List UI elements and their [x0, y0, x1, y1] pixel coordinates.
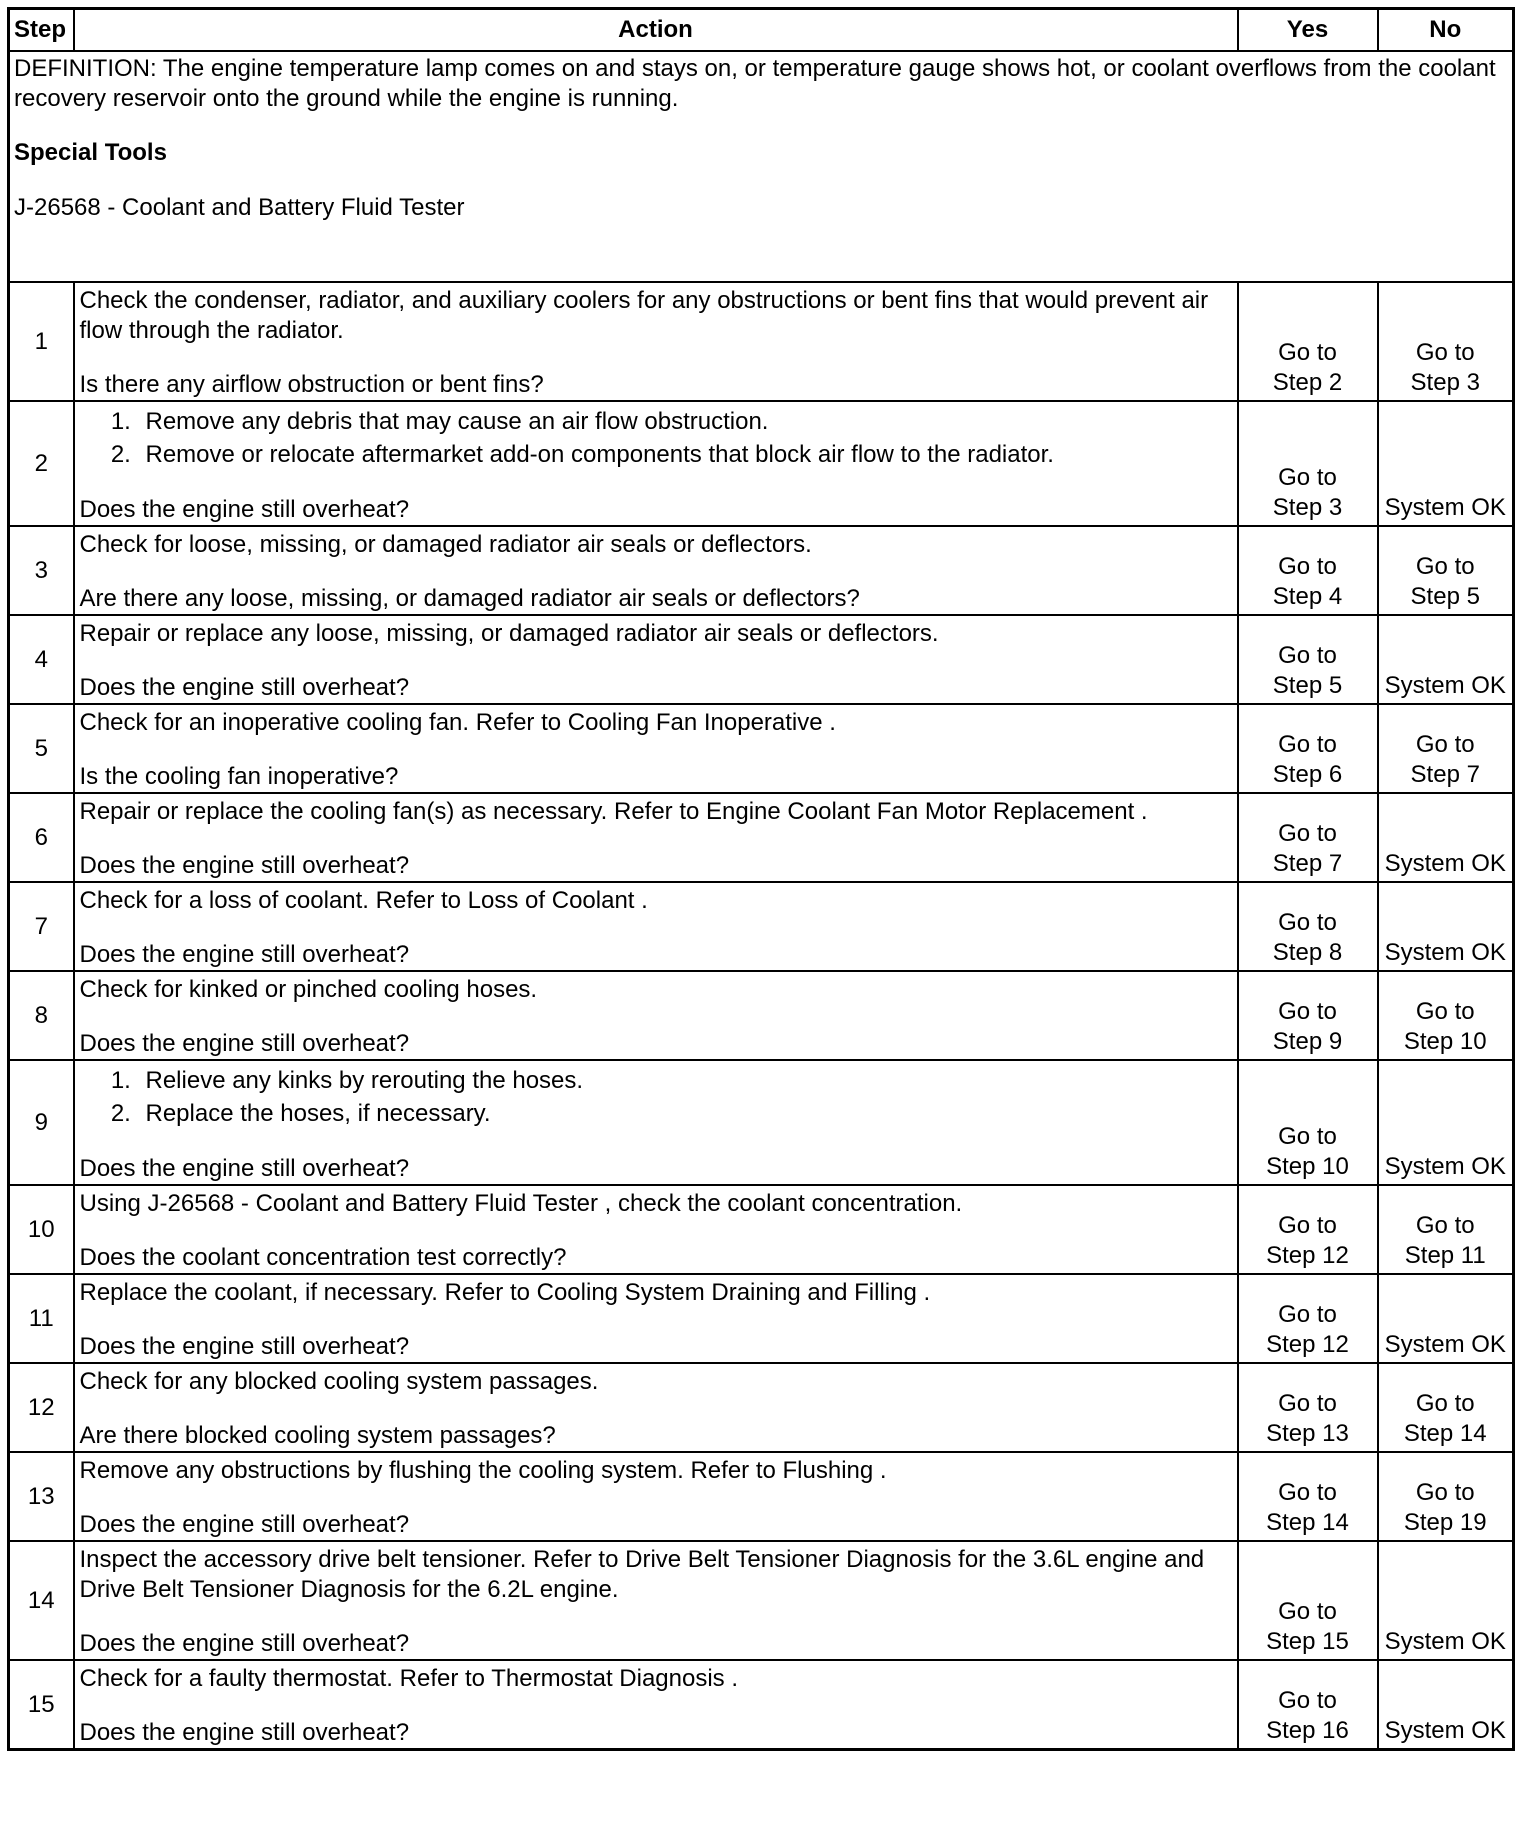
step-yes-result — [1238, 1185, 1378, 1274]
step-action — [74, 1060, 1238, 1185]
diagnostic-table — [7, 7, 1515, 1751]
step-instruction: Check for any blocked cooling system passages. — [79, 1368, 599, 1395]
step-number: 1 — [9, 282, 74, 401]
header-action: Action — [74, 9, 1238, 52]
step-no-result — [1378, 704, 1514, 793]
step-question: Does the engine still overheat? — [79, 1511, 410, 1538]
step-action — [74, 882, 1238, 971]
step-no-line: Step 10 — [1403, 1028, 1487, 1055]
step-instruction-item: 2. Replace the hoses, if necessary. — [138, 1097, 1233, 1130]
step-instruction: Repair or replace the cooling fan(s) as necessary. Refer to Engine Coolant Fan Motor Replacement . — [79, 798, 1148, 825]
step-row — [9, 401, 1514, 526]
step-no-result — [1378, 1452, 1514, 1541]
step-row — [9, 793, 1514, 882]
step-no-line: Go to — [1415, 553, 1475, 580]
step-no-line: System OK — [1384, 494, 1506, 521]
step-question: Are there any loose, missing, or damaged radiator air seals or deflectors? — [79, 585, 860, 612]
step-instruction-list — [80, 1064, 1233, 1130]
diagnostic-document — [7, 7, 1515, 1751]
step-number: 12 — [9, 1363, 74, 1452]
step-no-line: System OK — [1384, 1717, 1506, 1744]
step-yes-result — [1238, 704, 1378, 793]
step-no-line: Step 7 — [1410, 761, 1480, 788]
step-yes-line: Go to — [1278, 464, 1337, 491]
step-yes-line: Go to — [1278, 642, 1337, 669]
step-question: Are there blocked cooling system passages? — [79, 1422, 556, 1449]
step-action — [74, 1541, 1238, 1660]
step-question: Does the engine still overheat? — [79, 1630, 410, 1657]
step-row — [9, 1660, 1514, 1750]
step-instruction-item: 1. Remove any debris that may cause an air flow obstruction. — [138, 405, 1233, 438]
step-yes-result — [1238, 971, 1378, 1060]
step-no-line: Step 19 — [1403, 1509, 1487, 1536]
step-row — [9, 1060, 1514, 1185]
step-no-line: System OK — [1384, 1331, 1506, 1358]
step-yes-line: Step 2 — [1272, 369, 1343, 396]
header-row — [9, 9, 1514, 52]
header-no: No — [1378, 9, 1514, 52]
step-yes-line: Step 16 — [1266, 1717, 1349, 1744]
step-no-line: System OK — [1384, 1153, 1506, 1180]
step-action — [74, 793, 1238, 882]
step-no-result — [1378, 1660, 1514, 1750]
step-instruction: Using J-26568 - Coolant and Battery Fluid Tester , check the coolant concentration. — [79, 1190, 963, 1217]
step-yes-line: Step 15 — [1266, 1628, 1349, 1655]
step-yes-line: Step 8 — [1272, 939, 1343, 966]
step-instruction-item: 2. Remove or relocate aftermarket add-on components that block air flow to the radiator. — [138, 438, 1233, 471]
step-no-line: Step 5 — [1410, 583, 1480, 610]
step-action — [74, 526, 1238, 615]
step-yes-result — [1238, 1541, 1378, 1660]
step-yes-line: Go to — [1278, 1390, 1337, 1417]
step-number: 9 — [9, 1060, 74, 1185]
step-yes-line: Go to — [1278, 1301, 1337, 1328]
special-tools-heading: Special Tools — [14, 139, 167, 166]
step-instruction: Check for kinked or pinched cooling hoses. — [79, 976, 538, 1003]
step-row — [9, 971, 1514, 1060]
step-row — [9, 1541, 1514, 1660]
step-number: 14 — [9, 1541, 74, 1660]
step-no-result — [1378, 615, 1514, 704]
step-yes-line: Step 7 — [1272, 850, 1343, 877]
step-instruction: Check for a loss of coolant. Refer to Loss of Coolant . — [79, 887, 648, 914]
step-no-line: Go to — [1415, 339, 1475, 366]
step-question: Does the engine still overheat? — [79, 496, 410, 523]
step-number: 4 — [9, 615, 74, 704]
step-number: 13 — [9, 1452, 74, 1541]
step-instruction: Inspect the accessory drive belt tensioner. Refer to Drive Belt Tensioner Diagnosis for the 3.6L engine and Drive Belt Tensioner Diagnosis for the 6.2L engine. — [79, 1546, 1205, 1603]
step-row — [9, 615, 1514, 704]
step-number: 11 — [9, 1274, 74, 1363]
step-question: Does the engine still overheat? — [79, 941, 410, 968]
step-number: 7 — [9, 882, 74, 971]
step-no-line: Step 14 — [1403, 1420, 1487, 1447]
step-action — [74, 1452, 1238, 1541]
step-no-line: Go to — [1415, 731, 1475, 758]
step-question: Does the coolant concentration test correctly? — [79, 1244, 567, 1271]
step-instruction: Replace the coolant, if necessary. Refer to Cooling System Draining and Filling . — [79, 1279, 931, 1306]
step-yes-line: Go to — [1278, 1212, 1337, 1239]
step-question: Is there any airflow obstruction or bent fins? — [79, 371, 544, 398]
step-no-result — [1378, 401, 1514, 526]
step-yes-line: Go to — [1278, 909, 1337, 936]
step-no-line: Go to — [1415, 998, 1475, 1025]
step-question: Is the cooling fan inoperative? — [79, 763, 399, 790]
step-yes-result — [1238, 1363, 1378, 1452]
step-action — [74, 282, 1238, 401]
step-no-line: Step 11 — [1404, 1242, 1486, 1269]
special-tool-item: J-26568 - Coolant and Battery Fluid Tester — [14, 194, 465, 221]
step-yes-line: Step 13 — [1266, 1420, 1349, 1447]
step-no-result — [1378, 282, 1514, 401]
step-no-line: Step 3 — [1410, 369, 1480, 396]
step-yes-line: Step 12 — [1266, 1242, 1349, 1269]
step-instruction: Check the condenser, radiator, and auxiliary coolers for any obstructions or bent fins that would prevent air flow through the radiator. — [79, 287, 1209, 344]
step-no-result — [1378, 1274, 1514, 1363]
step-instruction: Check for a faulty thermostat. Refer to Thermostat Diagnosis . — [79, 1665, 738, 1692]
step-action — [74, 971, 1238, 1060]
step-yes-line: Go to — [1278, 1123, 1337, 1150]
header-step: Step — [9, 9, 74, 52]
step-yes-line: Step 6 — [1272, 761, 1343, 788]
step-yes-result — [1238, 882, 1378, 971]
step-yes-result — [1238, 526, 1378, 615]
step-no-result — [1378, 1060, 1514, 1185]
step-action — [74, 704, 1238, 793]
step-number: 8 — [9, 971, 74, 1060]
step-yes-line: Go to — [1278, 1479, 1337, 1506]
step-number: 3 — [9, 526, 74, 615]
step-no-result — [1378, 882, 1514, 971]
step-no-result — [1378, 793, 1514, 882]
step-instruction-list — [80, 405, 1233, 471]
step-no-result — [1378, 1185, 1514, 1274]
step-no-line: System OK — [1384, 939, 1506, 966]
step-yes-result — [1238, 1060, 1378, 1185]
step-yes-line: Go to — [1278, 998, 1337, 1025]
step-question: Does the engine still overheat? — [79, 1030, 410, 1057]
step-number: 15 — [9, 1660, 74, 1750]
step-question: Does the engine still overheat? — [79, 1155, 410, 1182]
header-yes: Yes — [1238, 9, 1378, 52]
step-yes-result — [1238, 1660, 1378, 1750]
step-question: Does the engine still overheat? — [79, 852, 410, 879]
step-yes-result — [1238, 615, 1378, 704]
step-no-result — [1378, 1363, 1514, 1452]
step-no-line: Go to — [1415, 1212, 1475, 1239]
step-action — [74, 1660, 1238, 1750]
step-no-line: Go to — [1415, 1390, 1475, 1417]
step-instruction: Check for loose, missing, or damaged radiator air seals or deflectors. — [79, 531, 812, 558]
step-row — [9, 1185, 1514, 1274]
step-yes-line: Go to — [1278, 1598, 1337, 1625]
step-row — [9, 882, 1514, 971]
definition-row — [9, 51, 1514, 282]
step-question: Does the engine still overheat? — [79, 674, 410, 701]
step-instruction: Check for an inoperative cooling fan. Refer to Cooling Fan Inoperative . — [79, 709, 836, 736]
step-row — [9, 1363, 1514, 1452]
step-yes-line: Step 9 — [1272, 1028, 1343, 1055]
step-instruction: Remove any obstructions by flushing the cooling system. Refer to Flushing . — [79, 1457, 887, 1484]
step-action — [74, 401, 1238, 526]
step-no-line: System OK — [1384, 672, 1506, 699]
step-action — [74, 615, 1238, 704]
step-yes-line: Step 14 — [1266, 1509, 1349, 1536]
definition-text: DEFINITION: The engine temperature lamp comes on and stays on, or temperature gauge shows hot, or coolant overflows from the coolant recovery reservoir onto the ground while the engine is running. — [14, 55, 1496, 112]
step-yes-result — [1238, 1274, 1378, 1363]
step-action — [74, 1274, 1238, 1363]
step-row — [9, 526, 1514, 615]
step-number: 2 — [9, 401, 74, 526]
step-row — [9, 282, 1514, 401]
step-no-result — [1378, 971, 1514, 1060]
step-number: 10 — [9, 1185, 74, 1274]
step-no-result — [1378, 526, 1514, 615]
step-question: Does the engine still overheat? — [79, 1333, 410, 1360]
step-no-result — [1378, 1541, 1514, 1660]
step-yes-result — [1238, 793, 1378, 882]
step-yes-line: Go to — [1278, 339, 1337, 366]
step-instruction: Repair or replace any loose, missing, or damaged radiator air seals or deflectors. — [79, 620, 939, 647]
step-yes-line: Step 3 — [1272, 494, 1343, 521]
definition-cell — [9, 51, 1514, 282]
step-no-line: System OK — [1384, 850, 1506, 877]
step-yes-line: Go to — [1278, 553, 1337, 580]
step-yes-line: Step 4 — [1272, 583, 1343, 610]
step-yes-result — [1238, 1452, 1378, 1541]
step-yes-line: Go to — [1278, 1687, 1337, 1714]
step-action — [74, 1185, 1238, 1274]
step-no-line: Go to — [1415, 1479, 1475, 1506]
step-yes-line: Step 5 — [1272, 672, 1343, 699]
step-row — [9, 1452, 1514, 1541]
step-yes-line: Go to — [1278, 820, 1337, 847]
step-no-line: System OK — [1384, 1628, 1506, 1655]
step-yes-line: Step 10 — [1266, 1153, 1349, 1180]
step-action — [74, 1363, 1238, 1452]
step-instruction-item: 1. Relieve any kinks by rerouting the hoses. — [138, 1064, 1233, 1097]
step-yes-result — [1238, 401, 1378, 526]
step-yes-line: Go to — [1278, 731, 1337, 758]
step-row — [9, 1274, 1514, 1363]
step-question: Does the engine still overheat? — [79, 1719, 410, 1746]
step-yes-line: Step 12 — [1266, 1331, 1349, 1358]
step-number: 5 — [9, 704, 74, 793]
step-number: 6 — [9, 793, 74, 882]
step-row — [9, 704, 1514, 793]
step-yes-result — [1238, 282, 1378, 401]
